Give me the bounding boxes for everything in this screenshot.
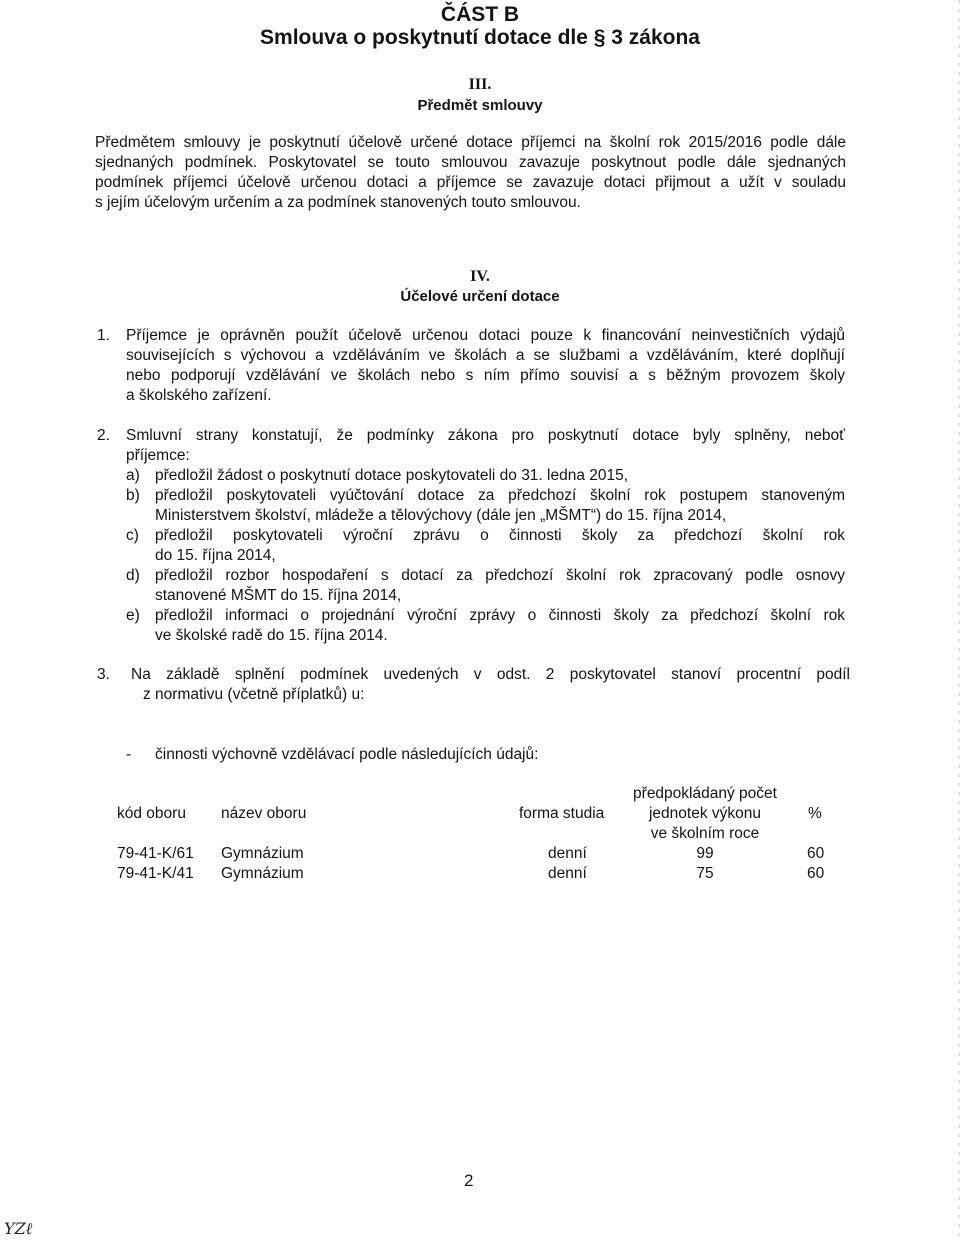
paragraph-line: z normativu (včetně příplatků) u: <box>143 686 365 703</box>
cell-code: 79-41-K/61 <box>117 845 194 862</box>
paragraph-line: souvisejících s výchovou a vzděláváním ve školách a se službami a vzděláváním, které doplňují <box>126 347 845 364</box>
col-header-count-line1: předpokládaný počet <box>633 785 777 802</box>
paragraph-2 <box>126 426 845 466</box>
bullet-text: činnosti výchovně vzdělávací podle následujících údajů: <box>155 746 539 763</box>
cell-code: 79-41-K/41 <box>117 865 194 882</box>
section-4-title: Účelové určení dotace <box>400 288 560 305</box>
item-b <box>155 486 845 526</box>
cell-percent: 60 <box>807 845 825 862</box>
cell-form: denní <box>548 865 587 882</box>
section-4-number: IV. <box>470 268 490 285</box>
cell-name: Gymnázium <box>221 865 304 882</box>
col-header-count-line2: jednotek výkonu <box>648 805 762 822</box>
item-line: stanovené MŠMT do 15. října 2014, <box>155 587 402 604</box>
paragraph-3 <box>131 665 850 705</box>
paragraph-line: Smluvní strany konstatují, že podmínky zákona pro poskytnutí dotace byly splněny, neboť <box>126 427 845 444</box>
paragraph-line: sjednaných podmínek. Poskytovatel se touto smlouvou zavazuje poskytnout podle dále sjednaných <box>95 154 846 171</box>
paragraph-3-number: 3. <box>97 666 110 683</box>
cell-name: Gymnázium <box>221 845 304 862</box>
cell-count: 75 <box>696 865 714 882</box>
item-line: předložil poskytovateli vyúčtování dotace za předchozí školní rok postupem stanoveným <box>155 487 845 504</box>
item-label-c: c) <box>126 527 139 544</box>
paragraph-2-number: 2. <box>97 427 110 444</box>
cell-form: denní <box>548 845 587 862</box>
item-line: do 15. října 2014, <box>155 547 276 564</box>
section-3-number: III. <box>468 76 492 93</box>
paragraph-line: Příjemce je oprávněn použít účelově určenou dotaci pouze k financování neinvestičních výdajů <box>126 327 845 344</box>
cell-count: 99 <box>696 845 714 862</box>
item-e <box>155 606 845 646</box>
paragraph-line: a školského zařízení. <box>126 387 272 404</box>
bullet-dash: - <box>126 746 132 763</box>
cell-percent: 60 <box>807 865 825 882</box>
part-heading: ČÁST B <box>440 3 520 26</box>
paragraph-line: Na základě splnění podmínek uvedených v odst. 2 poskytovatel stanoví procentní podíl <box>131 666 850 683</box>
item-c <box>155 526 845 566</box>
paragraph-line: příjemce: <box>126 447 190 464</box>
item-line: předložil informaci o projednání výroční zprávy o činnosti školy za předchozí školní rok <box>155 607 845 624</box>
item-label-a: a) <box>126 467 140 484</box>
paragraph-line: Předmětem smlouvy je poskytnutí účelově určené dotace příjemci na školní rok 2015/2016 podle dále <box>95 134 846 151</box>
col-header-name: název oboru <box>221 805 307 822</box>
contract-title: Smlouva o poskytnutí dotace dle § 3 zákona <box>260 26 700 49</box>
item-label-b: b) <box>126 487 140 504</box>
paragraph-line: s jejím účelovým určením a za podmínek stanovených touto smlouvou. <box>95 194 581 211</box>
item-line: ve školské radě do 15. října 2014. <box>155 627 388 644</box>
paragraph-1 <box>126 326 845 406</box>
item-label-e: e) <box>126 607 140 624</box>
item-line: předložil poskytovateli výroční zprávu o činnosti školy za předchozí školní rok <box>155 527 845 544</box>
item-a-line: předložil žádost o poskytnutí dotace poskytovateli do 31. ledna 2015, <box>155 467 629 484</box>
item-line: Ministerstvem školství, mládeže a tělovýchovy (dále jen „MŠMT“) do 15. října 2014, <box>155 507 727 524</box>
handwritten-initials: ΥΖℓ <box>4 1219 33 1238</box>
section-3-paragraph <box>95 133 846 213</box>
col-header-count-line3: ve školním roce <box>650 825 760 842</box>
item-line: předložil rozbor hospodaření s dotací za předchozí školní rok zpracovaný podle osnovy <box>155 567 845 584</box>
paragraph-line: nebo podporují vzdělávání ve školách nebo s ním přímo souvisí a s běžným provozem školy <box>126 367 845 384</box>
col-header-percent: % <box>808 805 822 822</box>
item-d <box>155 566 845 606</box>
paragraph-1-number: 1. <box>97 327 110 344</box>
page-number: 2 <box>464 1171 474 1190</box>
section-3-title: Předmět smlouvy <box>417 97 543 114</box>
item-label-d: d) <box>126 567 140 584</box>
paragraph-line: podmínek příjemci účelově určenou dotaci a příjemce se zavazuje dotaci přijmout a užít v souladu <box>95 174 846 191</box>
col-header-form: forma studia <box>519 805 605 822</box>
col-header-code: kód oboru <box>117 805 186 822</box>
